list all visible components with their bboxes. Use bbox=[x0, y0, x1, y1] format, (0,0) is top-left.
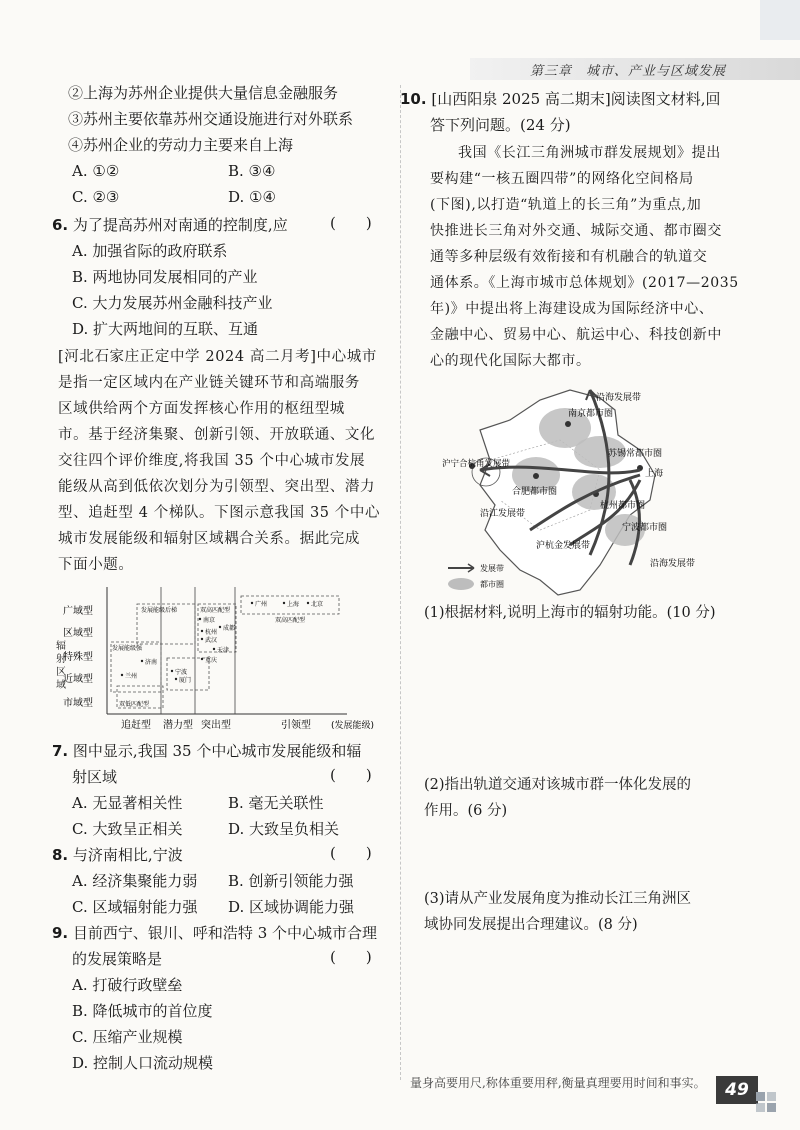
passage-line: 市。基于经济集聚、创新引领、开放联通、文化 bbox=[58, 427, 376, 443]
q10-sub1: (1)根据材料,说明上海市的辐射功能。(10 分) bbox=[424, 605, 716, 621]
city-label: 兰州 bbox=[125, 673, 138, 680]
q10-sub2-line1: (2)指出轨道交通对该城市群一体化发展的 bbox=[424, 777, 692, 793]
decorative-squares bbox=[756, 1092, 786, 1122]
map-label: 沿江发展带 bbox=[480, 509, 526, 519]
q9-text-1: 目前西宁、银川、呼和浩特 3 个中心城市合理 bbox=[72, 924, 378, 942]
q9-number: 9. bbox=[52, 924, 69, 942]
q7-option-d[interactable]: D. 大致呈负相关 bbox=[228, 820, 340, 838]
group-label-1: 发展能级后梯 bbox=[141, 607, 178, 614]
q5-option-2: ②上海为苏州企业提供大量信息金融服务 bbox=[68, 84, 339, 102]
passage-line: 通体系。《上海市城市总体规划》(2017—2035 bbox=[430, 275, 739, 291]
q5-option-4: ④苏州企业的劳动力主要来自上海 bbox=[68, 136, 294, 154]
yangtze-delta-map bbox=[440, 380, 720, 602]
q8-text: 与济南相比,宁波 bbox=[72, 846, 183, 864]
city-label: 北京 bbox=[311, 601, 324, 608]
y-tick-2: 区域型 bbox=[63, 628, 93, 639]
q6-option-d[interactable]: D. 扩大两地间的互联、互通 bbox=[72, 320, 259, 338]
city-point bbox=[201, 630, 203, 632]
city-point bbox=[121, 674, 123, 676]
passage-line: 我国《长江三角洲城市群发展规划》提出 bbox=[458, 145, 721, 161]
q6-option-b[interactable]: B. 两地协同发展相同的产业 bbox=[72, 268, 258, 286]
map-label: 沪杭金发展带 bbox=[536, 541, 591, 551]
passage-line: 交往四个评价维度,将我国 35 个中心城市发展 bbox=[58, 453, 366, 469]
passage-line: 下面小题。 bbox=[58, 557, 134, 573]
passage-line: 区域供给两个方面发挥核心作用的枢纽型城 bbox=[58, 401, 345, 417]
city-point bbox=[307, 602, 309, 604]
map-label: 南京都市圈 bbox=[568, 409, 614, 419]
q9-stem-2: 的发展策略是 bbox=[72, 950, 163, 968]
city-dot bbox=[565, 421, 571, 427]
city-label: 上海 bbox=[287, 601, 300, 608]
q7-number: 7. bbox=[52, 742, 69, 760]
city-label: 杭州 bbox=[205, 629, 218, 636]
city-label: 济南 bbox=[145, 659, 158, 666]
city-label: 南京 bbox=[203, 617, 216, 624]
page-number: 49 bbox=[716, 1076, 758, 1104]
q10-line-2: 答下列问题。(24 分) bbox=[430, 116, 571, 134]
q8-answer-bracket[interactable]: ( ) bbox=[330, 844, 372, 862]
chapter-title: 第三章 城市、产业与区域发展 bbox=[530, 64, 727, 79]
x-tick-3: 突出型 bbox=[201, 720, 231, 731]
city-point bbox=[141, 660, 143, 662]
q9-option-b[interactable]: B. 降低城市的首位度 bbox=[72, 1002, 213, 1020]
map-label-shanghai: 上海 bbox=[645, 469, 664, 479]
city-label: 广州 bbox=[255, 601, 268, 608]
x-tick-2: 潜力型 bbox=[163, 720, 193, 731]
q9-option-c[interactable]: C. 压缩产业规模 bbox=[72, 1028, 183, 1046]
passage-line: 快推进长三角对外交通、城际交通、都市圈交 bbox=[430, 223, 722, 239]
q6-stem bbox=[52, 212, 288, 238]
q6-option-a[interactable]: A. 加强省际的政府联系 bbox=[72, 242, 228, 260]
group-label-2: 双高匹配型 bbox=[200, 607, 231, 614]
y-tick-4: 近域型 bbox=[63, 674, 93, 685]
column-divider bbox=[400, 85, 401, 1080]
city-label: 武汉 bbox=[205, 637, 218, 644]
passage-central-cities bbox=[58, 344, 380, 578]
q8-option-b[interactable]: B. 创新引领能力强 bbox=[228, 872, 354, 890]
legend-belt-label: 发展带 bbox=[480, 564, 504, 573]
x-axis-label: (发展能级) bbox=[331, 721, 375, 731]
corner-tab bbox=[760, 0, 800, 40]
city-point bbox=[219, 626, 221, 628]
q10-line-1 bbox=[400, 86, 721, 112]
group-label-5: 双高匹配型 bbox=[275, 617, 306, 624]
city-label: 重庆 bbox=[205, 657, 218, 664]
q7-text-1: 图中显示,我国 35 个中心城市发展能级和辐 bbox=[72, 742, 362, 760]
x-tick-1: 追赶型 bbox=[121, 720, 151, 731]
coupling-chart bbox=[55, 582, 395, 732]
q5-option-3: ③苏州主要依靠苏州交通设施进行对外联系 bbox=[68, 110, 354, 128]
map-label: 宁波都市圈 bbox=[622, 523, 668, 533]
q9-stem-1 bbox=[52, 920, 377, 946]
passage-line: [河北石家庄正定中学 2024 高二月考]中心城市 bbox=[58, 349, 377, 365]
passage-line: 能级从高到低依次划分为引领型、突出型、潜力 bbox=[58, 479, 376, 495]
y-tick-3: 特殊型 bbox=[63, 652, 93, 663]
passage-line: 是指一定区域内在产业链关键环节和高端服务 bbox=[58, 375, 360, 391]
city-label: 厦门 bbox=[179, 677, 192, 684]
q10-sub3-line1: (3)请从产业发展角度为推动长江三角洲区 bbox=[424, 891, 692, 907]
city-point bbox=[201, 638, 203, 640]
group-label-4: 双低匹配型 bbox=[119, 701, 150, 708]
q5-choice-b[interactable]: B. ③④ bbox=[228, 162, 276, 180]
group-box-mid bbox=[167, 658, 209, 690]
q8-number: 8. bbox=[52, 846, 69, 864]
q9-option-d[interactable]: D. 控制人口流动规模 bbox=[72, 1054, 214, 1072]
y-tick-1: 广域型 bbox=[63, 606, 93, 617]
q6-answer-bracket[interactable]: ( ) bbox=[330, 214, 372, 232]
q9-answer-bracket[interactable]: ( ) bbox=[330, 948, 372, 966]
city-point bbox=[175, 678, 177, 680]
passage-line: 金融中心、贸易中心、航运中心、科技创新中 bbox=[430, 327, 722, 343]
passage-yangtze bbox=[430, 140, 739, 374]
passage-line: 通等多种层级有效衔接和有机融合的轨道交 bbox=[430, 249, 708, 265]
q8-option-c[interactable]: C. 区域辐射能力强 bbox=[72, 898, 198, 916]
x-tick-4: 引领型 bbox=[281, 720, 311, 731]
q7-stem-2: 射区域 bbox=[72, 768, 118, 786]
legend-circle-symbol bbox=[448, 578, 474, 590]
q7-option-a[interactable]: A. 无显著相关性 bbox=[72, 794, 183, 812]
city-point bbox=[251, 602, 253, 604]
map-label: 沿海发展带 bbox=[596, 393, 642, 403]
map-label: 沿海发展带 bbox=[650, 559, 696, 569]
q7-answer-bracket[interactable]: ( ) bbox=[330, 766, 372, 784]
q7-option-c[interactable]: C. 大致呈正相关 bbox=[72, 820, 183, 838]
city-point bbox=[171, 670, 173, 672]
city-point bbox=[199, 618, 201, 620]
q9-option-a[interactable]: A. 打破行政壁垒 bbox=[72, 976, 183, 994]
q5-choice-a[interactable]: A. ①② bbox=[72, 162, 120, 180]
q6-option-c[interactable]: C. 大力发展苏州金融科技产业 bbox=[72, 294, 273, 312]
q5-choice-d[interactable]: D. ①④ bbox=[228, 188, 276, 206]
q10-sub2-line2: 作用。(6 分) bbox=[424, 803, 508, 819]
q8-stem bbox=[52, 842, 183, 868]
city-point bbox=[283, 602, 285, 604]
q7-option-b[interactable]: B. 毫无关联性 bbox=[228, 794, 324, 812]
map-label: 合肥都市圈 bbox=[512, 487, 558, 497]
q10-sub3-line2: 域协同发展提出合理建议。(8 分) bbox=[424, 917, 638, 933]
passage-line: 要构建“一核五圈四带”的网络化空间格局 bbox=[430, 171, 694, 187]
footer-motto: 量身高要用尺,称体重要用秤,衡量真理要用时间和事实。 bbox=[410, 1076, 706, 1090]
q6-number: 6. bbox=[52, 216, 69, 234]
q8-option-d[interactable]: D. 区域协调能力强 bbox=[228, 898, 355, 916]
q5-choice-c[interactable]: C. ②③ bbox=[72, 188, 120, 206]
map-label: 沪宁合杭甬发展带 bbox=[442, 459, 511, 469]
y-tick-5: 市域型 bbox=[63, 698, 93, 709]
map-label: 杭州都市圈 bbox=[600, 501, 646, 511]
passage-line: 城市发展能级和辐射区域耦合关系。据此完成 bbox=[58, 531, 360, 547]
group-label-3: 发展能级强 bbox=[112, 645, 143, 652]
q10-text-1: [山西阳泉 2025 高二期末]阅读图文材料,回 bbox=[431, 90, 721, 108]
city-label: 天津 bbox=[217, 647, 230, 654]
city-point bbox=[213, 648, 215, 650]
city-dot bbox=[533, 473, 539, 479]
passage-line: (下图),以打造“轨道上的长三角”为重点,加 bbox=[430, 197, 702, 213]
q7-stem-1 bbox=[52, 738, 361, 764]
map-label: 苏锡常都市圈 bbox=[608, 449, 663, 459]
city-label: 成都 bbox=[223, 625, 236, 632]
q10-number: 10. bbox=[400, 90, 427, 108]
city-label: 宁波 bbox=[175, 669, 188, 676]
legend-circle-label: 都市圈 bbox=[480, 580, 504, 589]
q8-option-a[interactable]: A. 经济集聚能力弱 bbox=[72, 872, 198, 890]
city-point bbox=[201, 658, 203, 660]
passage-line: 年)》中提出将上海建设成为国际经济中心、 bbox=[430, 301, 714, 317]
passage-line: 型、追赶型 4 个梯队。下图示意我国 35 个中心 bbox=[58, 505, 381, 521]
y-axis-label: 辐射区域 bbox=[56, 641, 66, 691]
passage-line: 心的现代化国际大都市。 bbox=[430, 353, 591, 369]
q6-text: 为了提高苏州对南通的控制度,应 bbox=[72, 216, 288, 234]
